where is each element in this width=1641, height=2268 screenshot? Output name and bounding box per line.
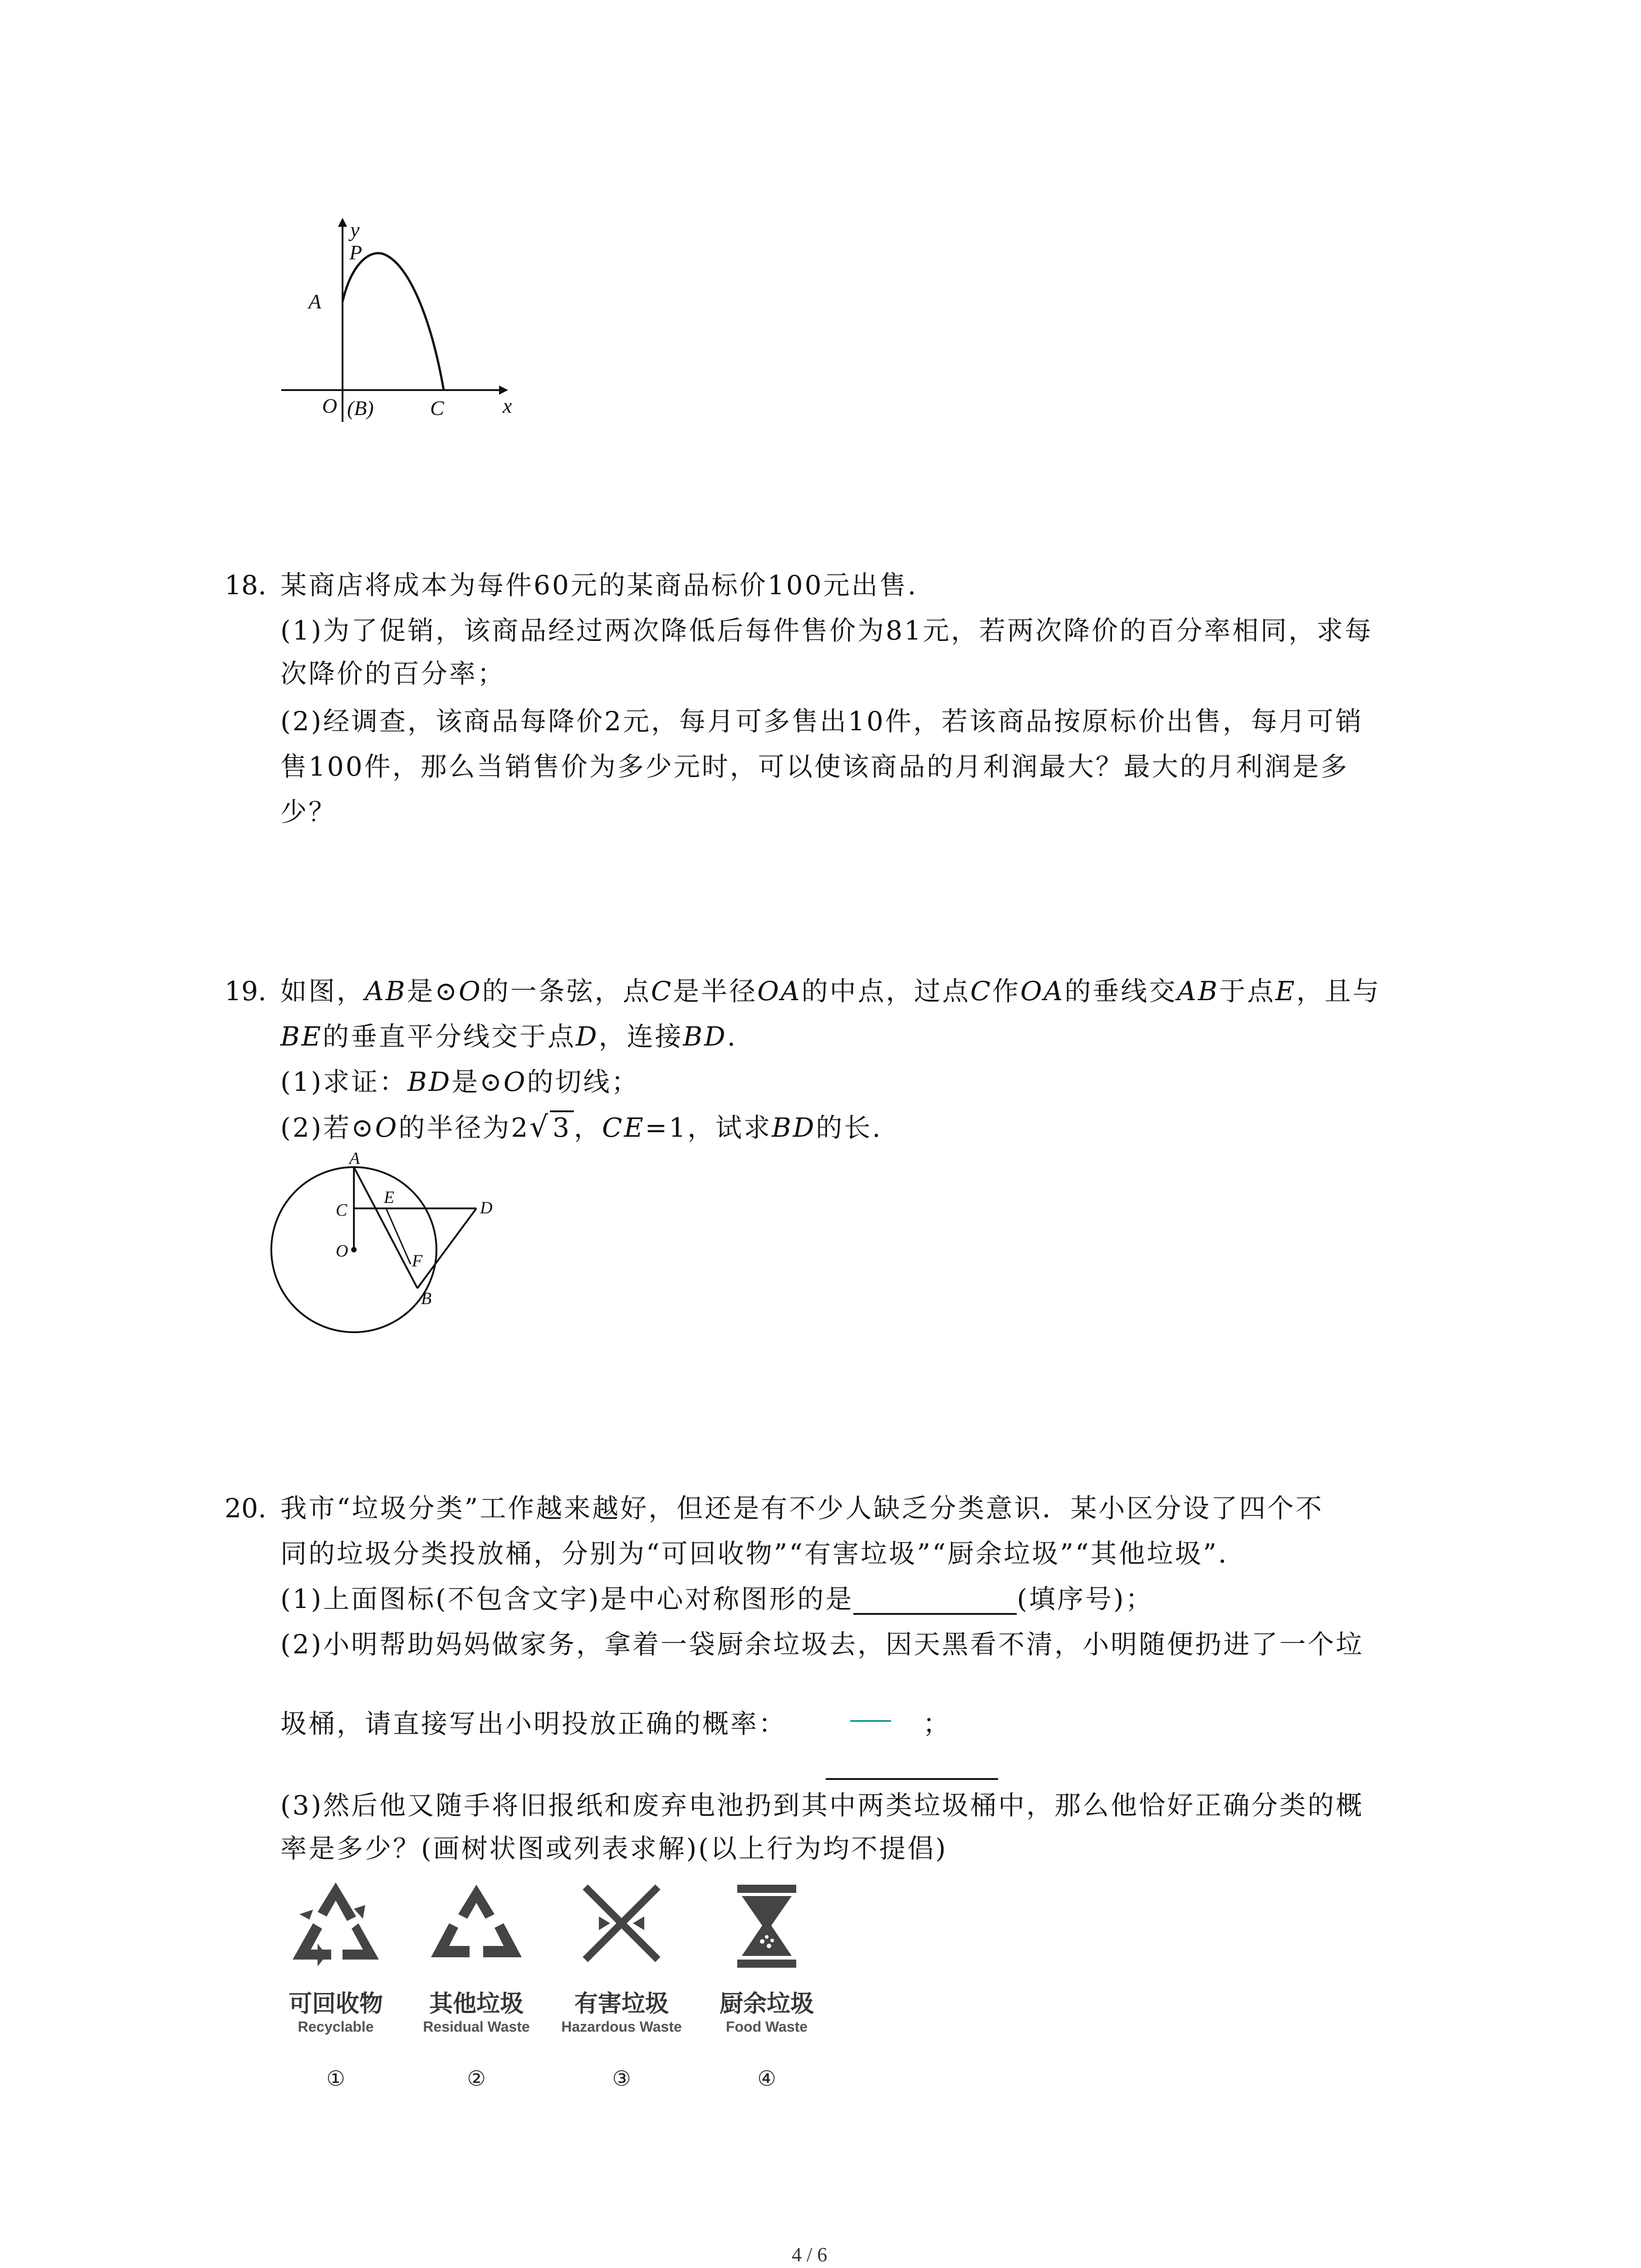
q20-line1: 我市“垃圾分类”工作越来越好，但还是有不少人缺乏分类意识．某小区分设了四个不 <box>280 1493 1324 1524</box>
axis-x-label: x <box>503 394 512 417</box>
icon-label-en-2: Residual Waste <box>423 2019 530 2035</box>
icon-label-en-3: Hazardous Waste <box>561 2019 682 2035</box>
point-p-label: P <box>349 241 362 264</box>
icon-label-cn-3: 有害垃圾 <box>574 1990 669 2018</box>
q19-line1: 如图，AB是⊙O的一条弦，点C是半径OA的中点，过点C作OA的垂线交AB于点E，且与 <box>280 976 1381 1007</box>
q20-part2-line2: 圾桶，请直接写出小明投放正确的概率： ； <box>280 1706 951 1740</box>
point-a-label: A <box>309 290 322 313</box>
q18-number: 18. <box>225 570 267 601</box>
fraction-answer[interactable] <box>787 1706 923 1733</box>
icon-label-en-1: Recyclable <box>298 2019 374 2035</box>
sqrt-symbol: √ <box>529 1110 550 1144</box>
circle-point-c: C <box>336 1201 348 1220</box>
icon-label-cn-2: 其他垃圾 <box>429 1990 524 2018</box>
q19-part2: (2)若⊙O的半径为2√ 3 ，CE=1，试求BD的长. <box>280 1110 882 1144</box>
circle-point-b: B <box>421 1289 432 1308</box>
q20-number: 20. <box>225 1493 267 1524</box>
q18-part2-line2: 售100件，那么当销售价为多少元时，可以使该商品的月利润最大？最大的月利润是多 <box>280 751 1349 782</box>
answer-blank-1[interactable] <box>853 1586 1017 1615</box>
point-b-label: (B) <box>347 396 374 420</box>
circle-point-f: F <box>412 1251 423 1271</box>
icon-number-2: ② <box>467 2066 486 2091</box>
q19-part1: (1)求证：BD是⊙O的切线； <box>280 1066 640 1097</box>
icon-number-3: ③ <box>612 2066 631 2091</box>
point-o-label: O <box>322 394 338 417</box>
circle-point-a: A <box>349 1152 360 1168</box>
icon-label-en-4: Food Waste <box>725 2019 808 2035</box>
q20-part2-line1: (2)小明帮助妈妈做家务，拿着一袋厨余垃圾去，因天黑看不清，小明随便扔进了一个垃 <box>280 1629 1364 1660</box>
circle-point-o: O <box>336 1242 348 1261</box>
q18-stem: 某商店将成本为每件60元的某商品标价100元出售. <box>280 570 918 601</box>
icon-number-1: ① <box>326 2066 345 2091</box>
hazardous-waste-icon <box>567 1878 676 1978</box>
axis-y-label: y <box>350 218 360 241</box>
icon-label-cn-4: 厨余垃圾 <box>719 1990 814 2018</box>
page-number: 4 / 6 <box>792 2244 828 2266</box>
recycle-icon <box>281 1878 390 1978</box>
q18-part2-line1: (2)经调查，该商品每降价2元，每月可多售出10件，若该商品按原标价出售，每月可销 <box>280 706 1363 737</box>
circle-figure <box>268 1152 522 1343</box>
circle-point-e: E <box>384 1188 395 1207</box>
parabola-figure <box>272 213 526 431</box>
point-c-label: C <box>430 396 444 420</box>
answer-blank-2[interactable] <box>826 1778 998 1780</box>
icon-label-cn-1: 可回收物 <box>288 1990 383 2018</box>
q20-part3-line2: 率是多少？(画树状图或列表求解)(以上行为均不提倡) <box>280 1833 948 1864</box>
q19-line2: BE的垂直平分线交于点D，连接BD. <box>280 1021 738 1052</box>
circle-point-d: D <box>480 1198 493 1217</box>
residual-waste-icon <box>422 1878 531 1978</box>
q20-part1: (1)上面图标(不包含文字)是中心对称图形的是 (填序号)； <box>280 1584 1154 1614</box>
sqrt-radicand: 3 <box>550 1110 574 1143</box>
food-waste-icon <box>712 1878 821 1978</box>
q18-part1-line2: 次降价的百分率； <box>280 658 506 689</box>
q20-line2: 同的垃圾分类投放桶，分别为“可回收物”“有害垃圾”“厨余垃圾”“其他垃圾”． <box>280 1538 1247 1569</box>
q18-part1-line1: (1)为了促销，该商品经过两次降低后每件售价为81元，若两次降价的百分率相同，求每 <box>280 615 1373 646</box>
icon-number-4: ④ <box>757 2066 776 2091</box>
q18-part2-line3: 少？ <box>280 797 337 827</box>
q19-number: 19. <box>225 976 267 1007</box>
q20-part3-line1: (3)然后他又随手将旧报纸和废弃电池扔到其中两类垃圾桶中，那么他恰好正确分类的概 <box>280 1790 1364 1821</box>
